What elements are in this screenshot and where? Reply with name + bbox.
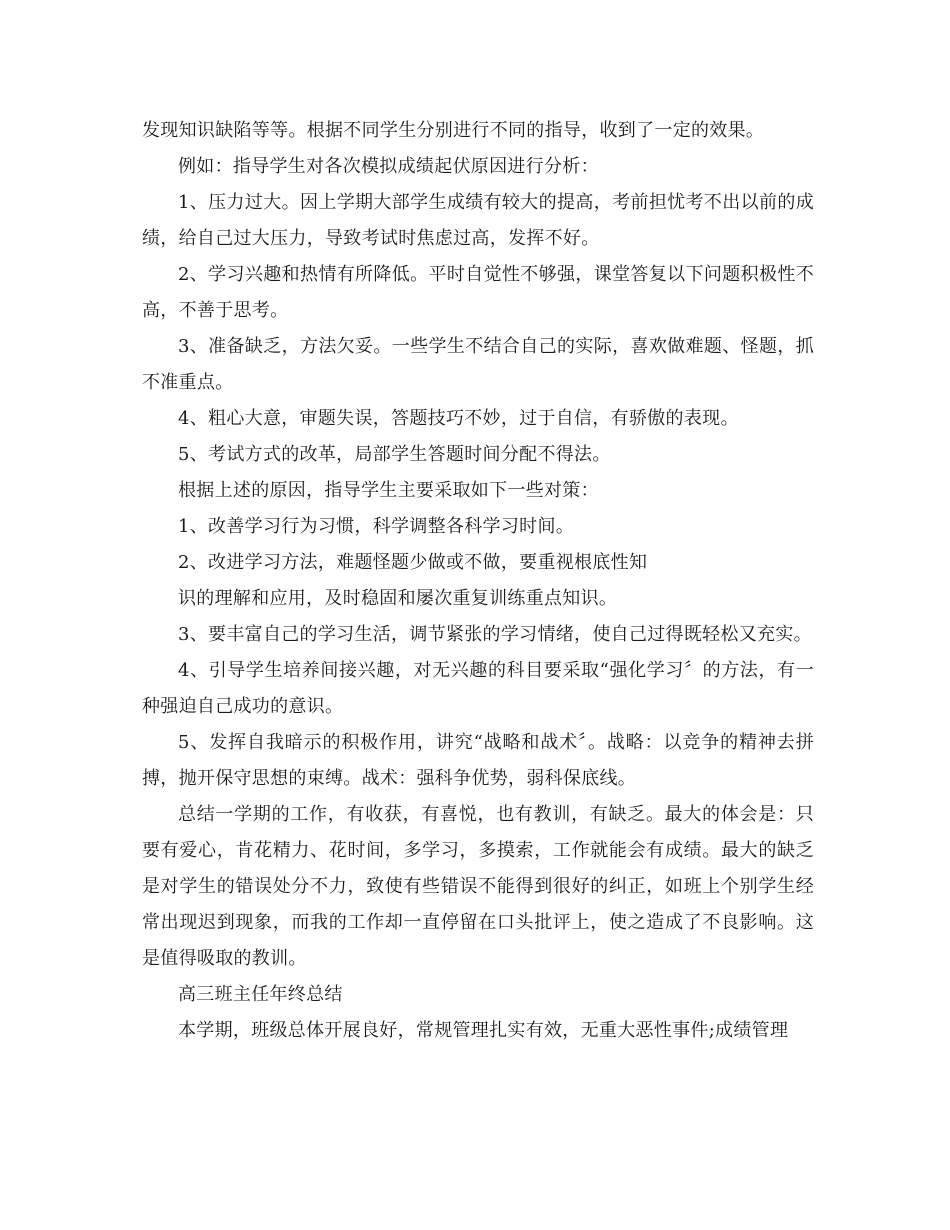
list-item: 1、改善学习行为习惯，科学调整各科学习时间。 — [178, 516, 575, 537]
paragraph: 发现知识缺陷等等。根据不同学生分别进行不同的指导，收到了一定的效果。 — [142, 120, 765, 141]
list-item: 2、改进学习方法，难题怪题少做或不做，要重视根底性知 — [178, 552, 648, 573]
list-item: 5、考试方式的改革，局部学生答题时间分配不得法。 — [178, 444, 611, 465]
list-item: 4、粗心大意，审题失误，答题技巧不妙，过于自信，有骄傲的表现。 — [178, 408, 739, 429]
section-heading: 高三班主任年终总结 — [178, 984, 343, 1005]
paragraph: 总结一学期的工作，有收获，有喜悦，也有教训，有缺乏。最大的体会是：只要有爱心，肯花精力、花时间，多学习，多摸索，工作就能会有成绩。最大的缺乏是对学生的错误处分不力，致使有些错误不能得到很好的纠正，如班上个别学生经常出现迟到现象，而我的工作却一直停留在口头批评上，使之造成了不良影响。这是值得吸取的教训。 — [142, 804, 814, 969]
paragraph: 根据上述的原因，指导学生主要采取如下一些对策： — [178, 480, 599, 501]
paragraph: 识的理解和应用，及时稳固和屡次重复训练重点知识。 — [178, 588, 618, 609]
paragraph: 例如：指导学生对各次模拟成绩起伏原因进行分析： — [178, 156, 599, 177]
paragraph: 本学期，班级总体开展良好，常规管理扎实有效，无重大恶性事件;成绩管理 — [178, 1020, 789, 1041]
document-body — [142, 113, 814, 1049]
list-item: 5、发挥自我暗示的积极作用，讲究“战略和战术〞。战略：以竞争的精神去拼搏，抛开保守思想的束缚。战术：强科争优势，弱科保底线。 — [142, 732, 814, 789]
list-item: 3、准备缺乏，方法欠妥。一些学生不结合自己的实际，喜欢做难题、怪题，抓不准重点。 — [142, 336, 814, 393]
list-item: 3、要丰富自己的学习生活，调节紧张的学习情绪，使自己过得既轻松又充实。 — [178, 624, 812, 645]
list-item: 1、压力过大。因上学期大部学生成绩有较大的提高，考前担忧考不出以前的成绩，给自己过大压力，导致考试时焦虑过高，发挥不好。 — [142, 192, 814, 249]
list-item: 2、学习兴趣和热情有所降低。平时自觉性不够强，课堂答复以下问题积极性不高，不善于思考。 — [142, 264, 814, 321]
list-item: 4、引导学生培养间接兴趣，对无兴趣的科目要采取“强化学习〞的方法，有一种强迫自己成功的意识。 — [142, 660, 814, 717]
